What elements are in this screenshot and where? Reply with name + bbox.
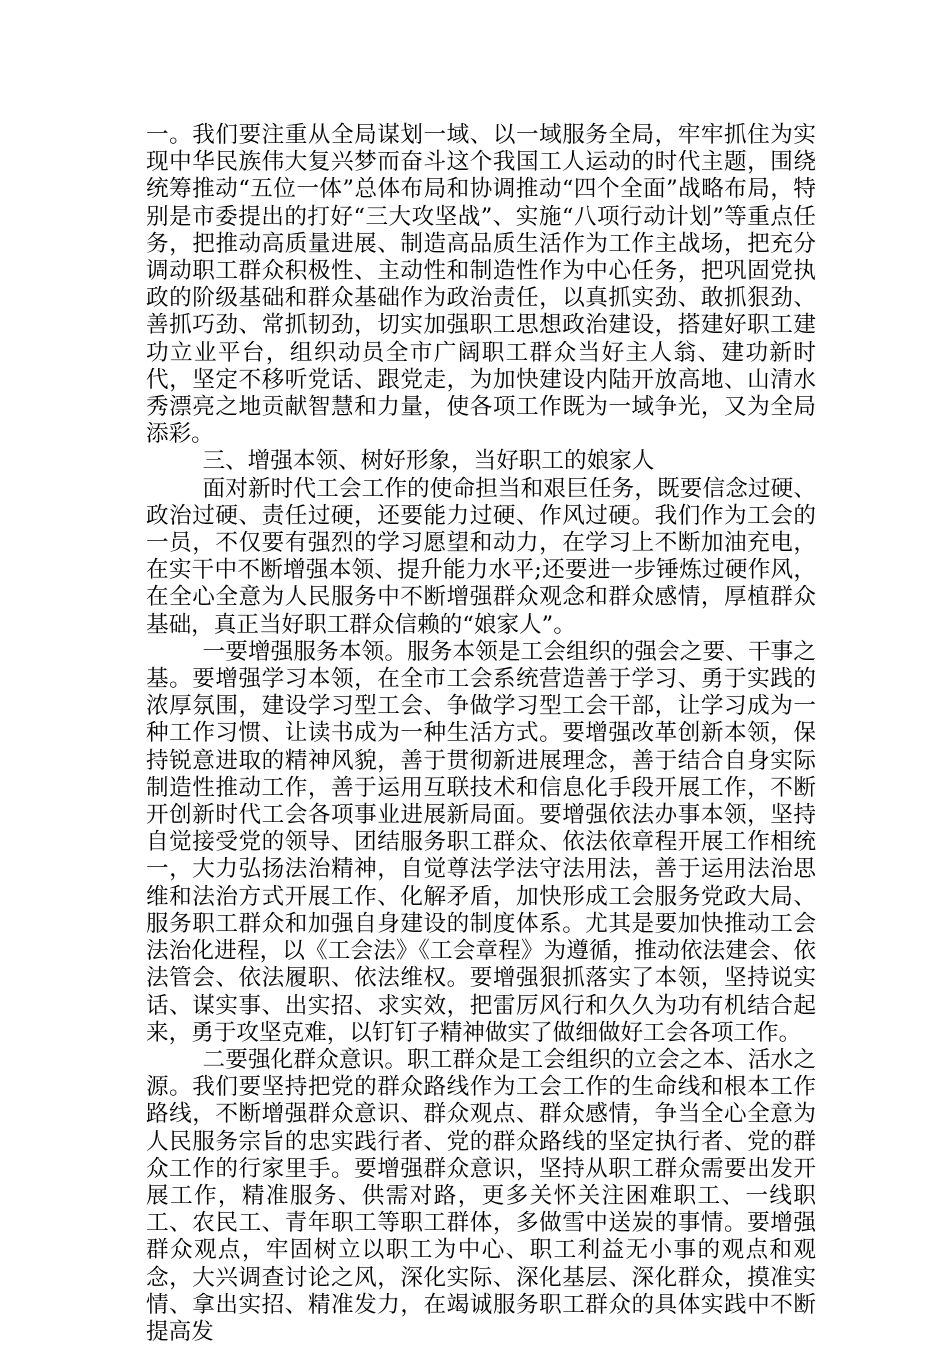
paragraph-2: 面对新时代工会工作的使命担当和艰巨任务，既要信念过硬、政治过硬、责任过硬，还要能力过硬、作风过硬。我们作为工会的一员，不仅要有强烈的学习愿望和动力，在学习上不断加油充电，在实干中不断增强本领、提升能力水平;还要进一步锤炼过硬作风，在全心全意为人民服务中不断增强群众观念和群众感情，厚植群众基础，真正当好职工群众信赖的“娘家人”。 bbox=[146, 475, 816, 638]
document-page bbox=[146, 122, 816, 1346]
section-heading-3: 三、增强本领、树好形象，当好职工的娘家人 bbox=[202, 448, 655, 475]
paragraph-3: 一要增强服务本领。服务本领是工会组织的强会之要、干事之基。要增强学习本领，在全市工会系统营造善于学习、勇于实践的浓厚氛围，建设学习型工会、争做学习型工会干部，让学习成为一种工作习惯、让读书成为一种生活方式。要增强改革创新本领，保持锐意进取的精神风貌，善于贯彻新进展理念，善于结合自身实际制造性推动工作，善于运用互联技术和信息化手段开展工作，不断开创新时代工会各项事业进展新局面。要增强依法办事本领，坚持自觉接受党的领导、团结服务职工群众、依法依章程开展工作相统一，大力弘扬法治精神，自觉尊法学法守法用法，善于运用法治思维和法治方式开展工作、化解矛盾，加快形成工会服务党政大局、服务职工群众和加强自身建设的制度体系。尤其是要加快推动工会法治化进程，以《工会法》《工会章程》为遵循，推动依法建会、依法管会、依法履职、依法维权。要增强狠抓落实了本领，坚持说实话、谋实事、出实招、求实效，把雷厉风行和久久为功有机结合起来，勇于攻坚克难，以钉钉子精神做实了做细做好工会各项工作。 bbox=[146, 638, 816, 1046]
paragraph-1: 一。我们要注重从全局谋划一域、以一域服务全局，牢牢抓住为实现中华民族伟大复兴梦而奋斗这个我国工人运动的时代主题，围绕统筹推动“五位一体”总体布局和协调推动“四个全面”战略布局，特别是市委提出的打好“三大攻坚战”、实施“八项行动计划”等重点任务，把推动高质量进展、制造高品质生活作为工作主战场，把充分调动职工群众积极性、主动性和制造性作为中心任务，把巩固党执政的阶级基础和群众基础作为政治责任，以真抓实劲、敢抓狠劲、善抓巧劲、常抓韧劲，切实加强职工思想政治建设，搭建好职工建功立业平台，组织动员全市广阔职工群众当好主人翁、建功新时代，坚定不移听党话、跟党走，为加快建设内陆开放高地、山清水秀漂亮之地贡献智慧和力量，使各项工作既为一域争光，又为全局添彩。 bbox=[146, 122, 816, 448]
paragraph-4: 二要强化群众意识。职工群众是工会组织的立会之本、活水之源。我们要坚持把党的群众路线作为工会工作的生命线和根本工作路线，不断增强群众意识、群众观点、群众感情，争当全心全意为人民服务宗旨的忠实践行者、党的群众路线的坚定执行者、党的群众工作的行家里手。要增强群众意识，坚持从职工群众需要出发开展工作，精准服务、供需对路，更多关怀关注困难职工、一线职工、农民工、青年职工等职工群体，多做雪中送炭的事情。要增强群众观点，牢固树立以职工为中心、职工利益无小事的观点和观念，大兴调查讨论之风，深化实际、深化基层、深化群众，摸准实情、拿出实招、精准发力，在竭诚服务职工群众的具体实践中不断提高发 bbox=[146, 1046, 816, 1345]
